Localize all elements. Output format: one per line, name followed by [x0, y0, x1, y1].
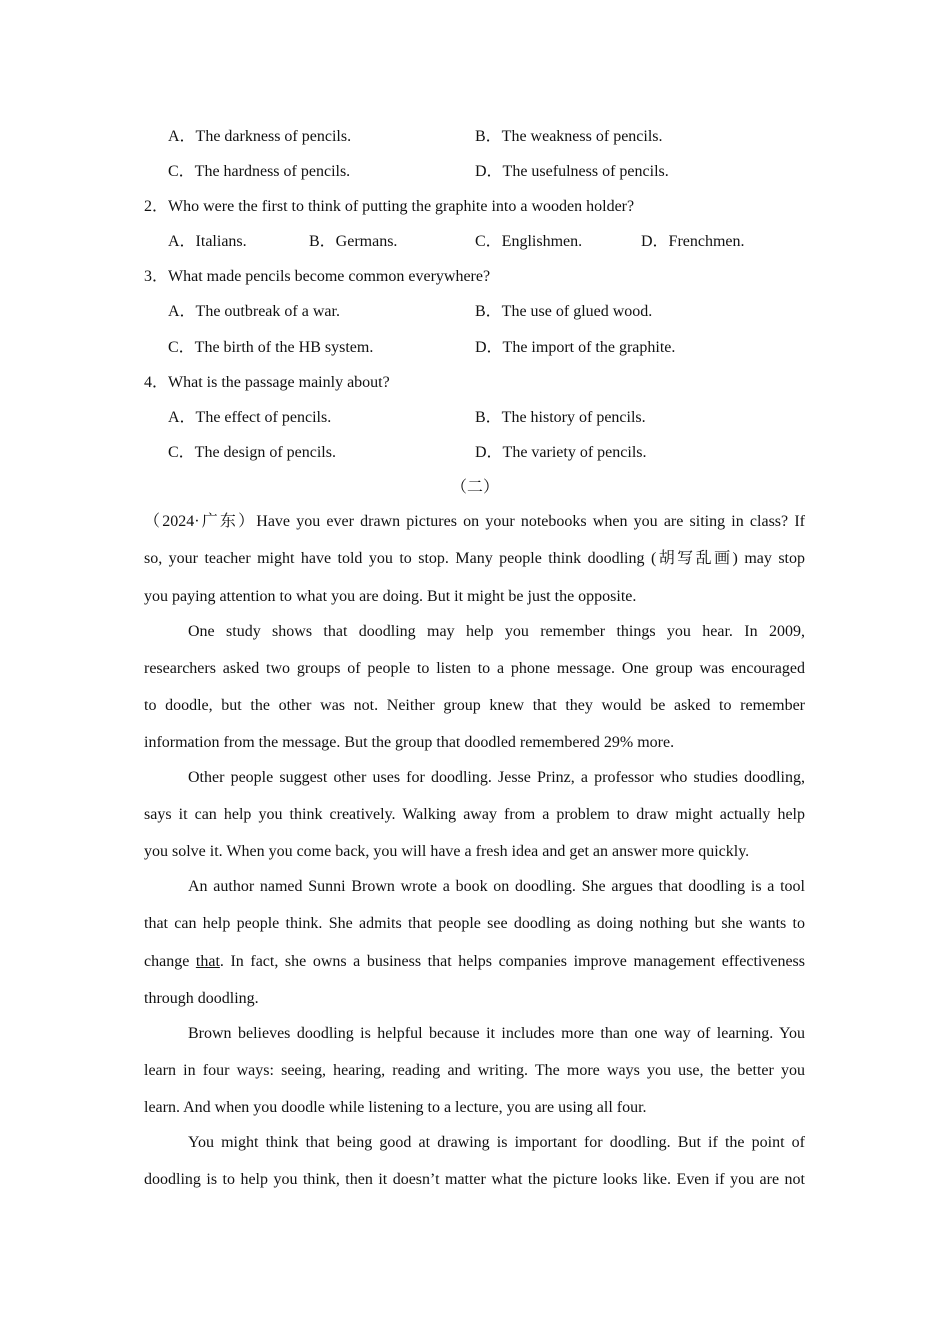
passage-p5-line: learn in four ways: seeing, hearing, reading and writing. The more ways you use, the better you: [144, 1062, 805, 1079]
q4-stem: 4．What is the passage mainly about?: [144, 374, 390, 391]
section-title: （二）: [450, 479, 499, 496]
q3-option-a: A．The outbreak of a war.: [168, 303, 340, 320]
passage-p4-post: . In fact, she owns a business that helps companies improve management effectiveness: [219, 953, 805, 970]
q1-option-c: C．The hardness of pencils.: [168, 163, 351, 180]
passage-p5-line: Brown believes doodling is helpful because it includes more than one way of learning. You: [188, 1025, 805, 1042]
passage-p2-line: One study shows that doodling may help you remember things you hear. In 2009,: [188, 623, 805, 640]
q4-option-c: C．The design of pencils.: [168, 444, 336, 461]
passage-p5-line: learn. And when you doodle while listening to a lecture, you are using all four.: [144, 1099, 647, 1116]
underlined-word: that: [195, 953, 220, 970]
passage-p2-line: information from the message. But the group that doodled remembered 29% more.: [144, 734, 675, 751]
q3-option-d: D．The import of the graphite.: [475, 339, 676, 356]
passage-p1-line: （2024·广东）Have you ever drawn pictures on your notebooks when you are siting in class? If: [144, 513, 805, 530]
passage-p4-line: [144, 952, 805, 972]
passage-p6-line: You might think that being good at drawing is important for doodling. But if the point of: [188, 1134, 805, 1151]
passage-p1-line: so, your teacher might have told you to stop. Many people think doodling (胡写乱画) may stop: [144, 550, 805, 567]
q2-option-d: D．Frenchmen.: [641, 233, 745, 250]
passage-p4-pre: change: [144, 953, 196, 970]
q1-option-b: B．The weakness of pencils.: [475, 128, 663, 145]
q1-option-d: D．The usefulness of pencils.: [475, 163, 669, 180]
passage-p3-line: you solve it. When you come back, you will have a fresh idea and get an answer more quickly.: [144, 843, 750, 860]
passage-p2-line: researchers asked two groups of people to listen to a phone message. One group was encouraged: [144, 660, 805, 677]
q2-option-a: A．Italians.: [168, 233, 247, 250]
passage-p2-line: to doodle, but the other was not. Neither group knew that they would be asked to remember: [144, 697, 805, 714]
passage-p3-line: says it can help you think creatively. Walking away from a problem to draw might actually help: [144, 806, 805, 823]
passage-p6-line: doodling is to help you think, then it doesn’t matter what the picture looks like. Even if you are not: [144, 1171, 805, 1188]
q3-option-b: B．The use of glued wood.: [475, 303, 653, 320]
passage-p3-line: Other people suggest other uses for doodling. Jesse Prinz, a professor who studies doodling,: [188, 769, 805, 786]
passage-p4-line: An author named Sunni Brown wrote a book on doodling. She argues that doodling is a tool: [188, 878, 805, 895]
passage-p4-line: through doodling.: [144, 990, 259, 1007]
q1-option-a: A．The darkness of pencils.: [168, 128, 352, 145]
passage-p4-line: that can help people think. She admits that people see doodling as doing nothing but she wants to: [144, 915, 805, 932]
q2-stem: 2．Who were the first to think of putting the graphite into a wooden holder?: [144, 198, 635, 215]
q3-stem: 3．What made pencils become common everywhere?: [144, 268, 491, 285]
passage-p1-line: you paying attention to what you are doing. But it might be just the opposite.: [144, 588, 637, 605]
q2-option-c: C．Englishmen.: [475, 233, 583, 250]
q4-option-d: D．The variety of pencils.: [475, 444, 647, 461]
q4-option-a: A．The effect of pencils.: [168, 409, 332, 426]
q4-option-b: B．The history of pencils.: [475, 409, 646, 426]
q3-option-c: C．The birth of the HB system.: [168, 339, 374, 356]
q2-option-b: B．Germans.: [309, 233, 398, 250]
